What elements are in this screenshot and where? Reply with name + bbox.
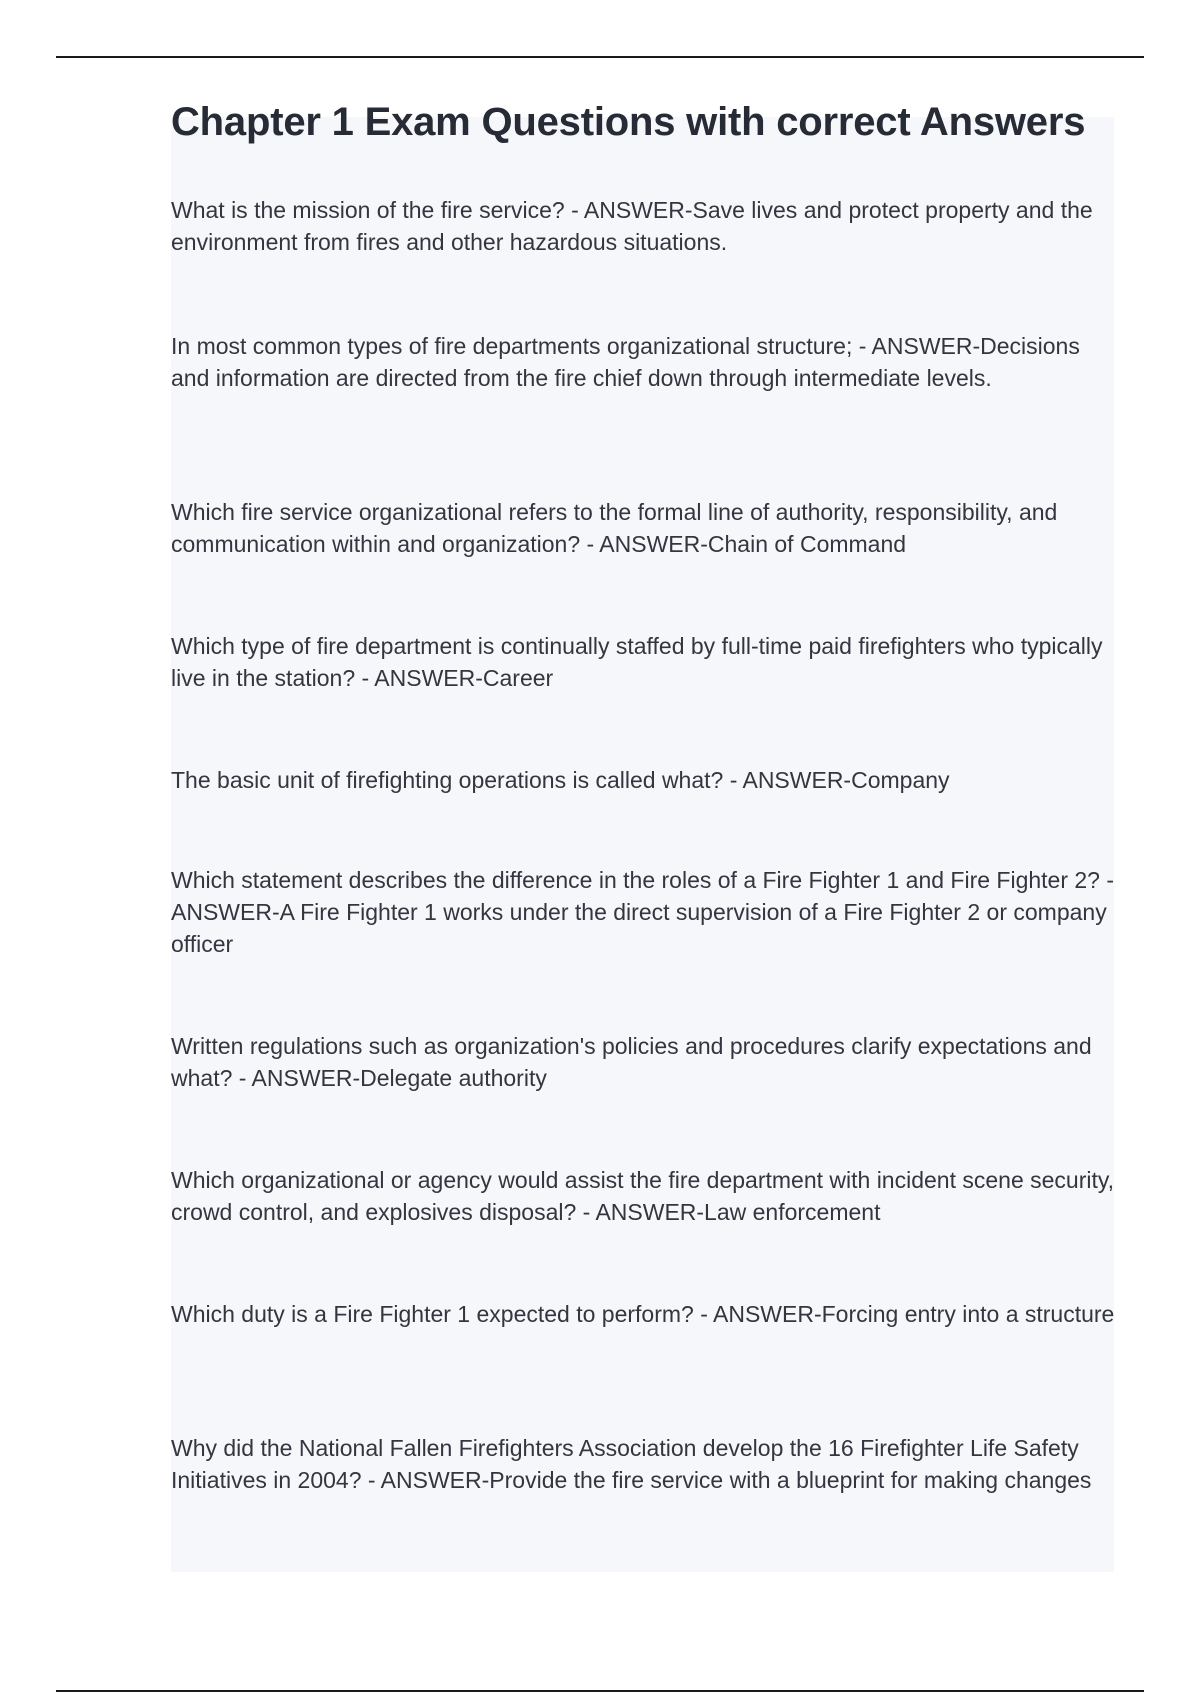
qa-item-org-structure: In most common types of fire departments organizational structure; - ANSWER-Decisions and information are directed from the fire chief down through intermediate levels. [171, 333, 1080, 391]
page-title: Chapter 1 Exam Questions with correct Answers [171, 100, 1086, 144]
qa-item-chain-of-command: Which fire service organizational refers to the formal line of authority, responsibility, and communication within and organization? - ANSWER-Chain of Command [171, 499, 1058, 557]
qa-item-career: Which type of fire department is continually staffed by full-time paid firefighters who typically live in the station? - ANSWER-Career [171, 633, 1103, 691]
bottom-rule [56, 1690, 1144, 1692]
top-rule [56, 56, 1144, 58]
qa-item-delegate-authority: Written regulations such as organization's policies and procedures clarify expectations and what? - ANSWER-Delegate authority [171, 1033, 1092, 1091]
qa-item-life-safety-initiatives: Why did the National Fallen Firefighters Association develop the 16 Firefighter Life Safety Initiatives in 2004? - ANSWER-Provide the fire service with a blueprint for making changes [171, 1435, 1092, 1493]
qa-item-company: The basic unit of firefighting operations is called what? - ANSWER-Company [171, 767, 950, 793]
qa-item-mission: What is the mission of the fire service? - ANSWER-Save lives and protect property and the environment from fires and other hazardous situations. [171, 197, 1093, 255]
qa-item-law-enforcement: Which organizational or agency would assist the fire department with incident scene security, crowd control, and explosives disposal? - ANSWER-Law enforcement [171, 1167, 1115, 1225]
qa-item-forcing-entry: Which duty is a Fire Fighter 1 expected to perform? - ANSWER-Forcing entry into a structure [171, 1301, 1115, 1327]
qa-item-ff1-ff2-roles: Which statement describes the difference in the roles of a Fire Fighter 1 and Fire Fighter 2? - ANSWER-A Fire Fighter 1 works under the direct supervision of a Fire Fighter 2 or company officer [171, 867, 1115, 957]
